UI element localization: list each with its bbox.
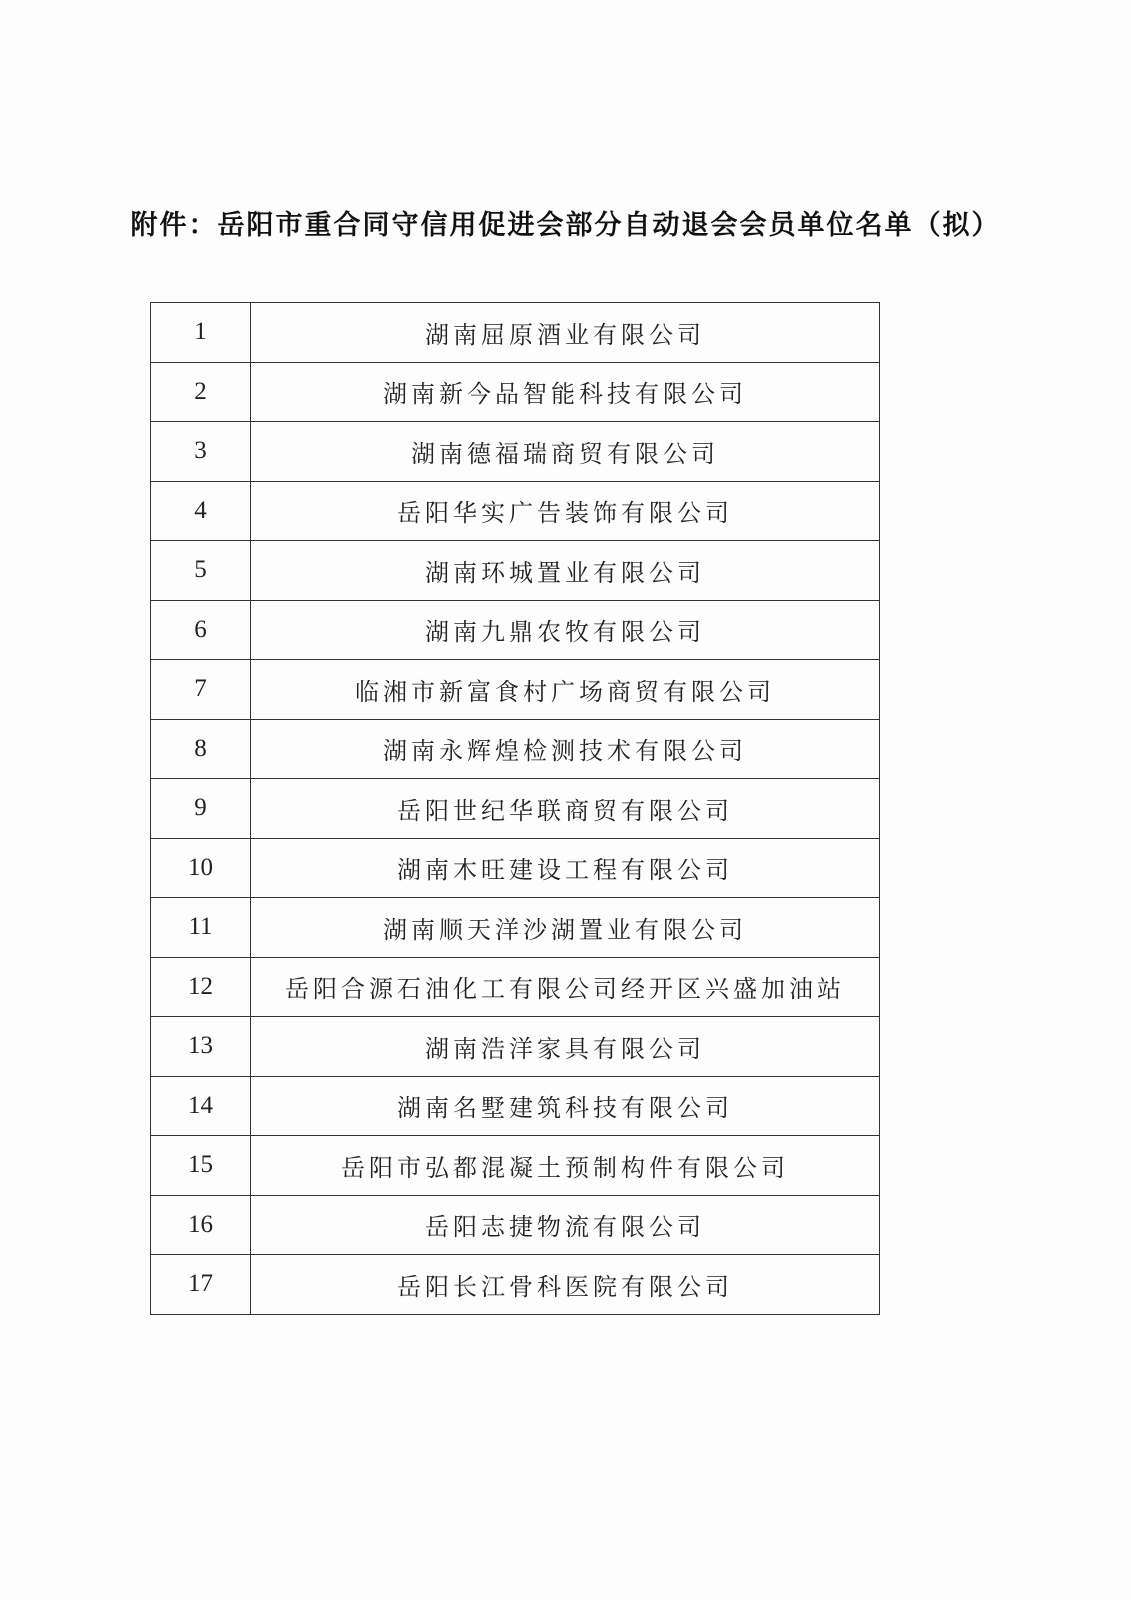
company-name: 湖南浩洋家具有限公司: [251, 1017, 880, 1077]
row-number: 9: [151, 779, 251, 839]
row-number: 8: [151, 719, 251, 779]
company-name: 湖南环城置业有限公司: [251, 541, 880, 601]
company-name: 湖南永辉煌检测技术有限公司: [251, 719, 880, 779]
company-name: 湖南新今品智能科技有限公司: [251, 362, 880, 422]
row-number: 10: [151, 838, 251, 898]
table-row: [151, 541, 880, 601]
company-name: 岳阳合源石油化工有限公司经开区兴盛加油站: [251, 957, 880, 1017]
row-number: 16: [151, 1195, 251, 1255]
row-number: 2: [151, 362, 251, 422]
table-row: [151, 1195, 880, 1255]
table-row: [151, 1017, 880, 1077]
company-name: 湖南名墅建筑科技有限公司: [251, 1076, 880, 1136]
company-name: 湖南九鼎农牧有限公司: [251, 600, 880, 660]
company-name: 湖南顺天洋沙湖置业有限公司: [251, 898, 880, 958]
table-row: [151, 719, 880, 779]
row-number: 7: [151, 660, 251, 720]
company-name: 岳阳市弘都混凝土预制构件有限公司: [251, 1136, 880, 1196]
company-name: 岳阳华实广告装饰有限公司: [251, 481, 880, 541]
company-name: 湖南木旺建设工程有限公司: [251, 838, 880, 898]
table-row: [151, 1076, 880, 1136]
row-number: 3: [151, 422, 251, 482]
table-row: [151, 600, 880, 660]
table-row: [151, 481, 880, 541]
document-title: 附件：岳阳市重合同守信用促进会部分自动退会会员单位名单（拟）: [130, 210, 1001, 241]
member-table-body: [151, 303, 880, 1315]
member-table: [150, 302, 880, 1315]
row-number: 15: [151, 1136, 251, 1196]
company-name: 湖南屈原酒业有限公司: [251, 303, 880, 363]
table-row: [151, 303, 880, 363]
row-number: 12: [151, 957, 251, 1017]
row-number: 5: [151, 541, 251, 601]
table-row: [151, 779, 880, 839]
table-row: [151, 898, 880, 958]
company-name: 岳阳世纪华联商贸有限公司: [251, 779, 880, 839]
table-row: [151, 957, 880, 1017]
table-row: [151, 1136, 880, 1196]
table-row: [151, 1255, 880, 1315]
row-number: 13: [151, 1017, 251, 1077]
row-number: 17: [151, 1255, 251, 1315]
table-row: [151, 838, 880, 898]
table-row: [151, 362, 880, 422]
company-name: 岳阳长江骨科医院有限公司: [251, 1255, 880, 1315]
company-name: 湖南德福瑞商贸有限公司: [251, 422, 880, 482]
table-row: [151, 422, 880, 482]
row-number: 11: [151, 898, 251, 958]
row-number: 14: [151, 1076, 251, 1136]
row-number: 1: [151, 303, 251, 363]
company-name: 临湘市新富食村广场商贸有限公司: [251, 660, 880, 720]
row-number: 6: [151, 600, 251, 660]
table-row: [151, 660, 880, 720]
row-number: 4: [151, 481, 251, 541]
company-name: 岳阳志捷物流有限公司: [251, 1195, 880, 1255]
